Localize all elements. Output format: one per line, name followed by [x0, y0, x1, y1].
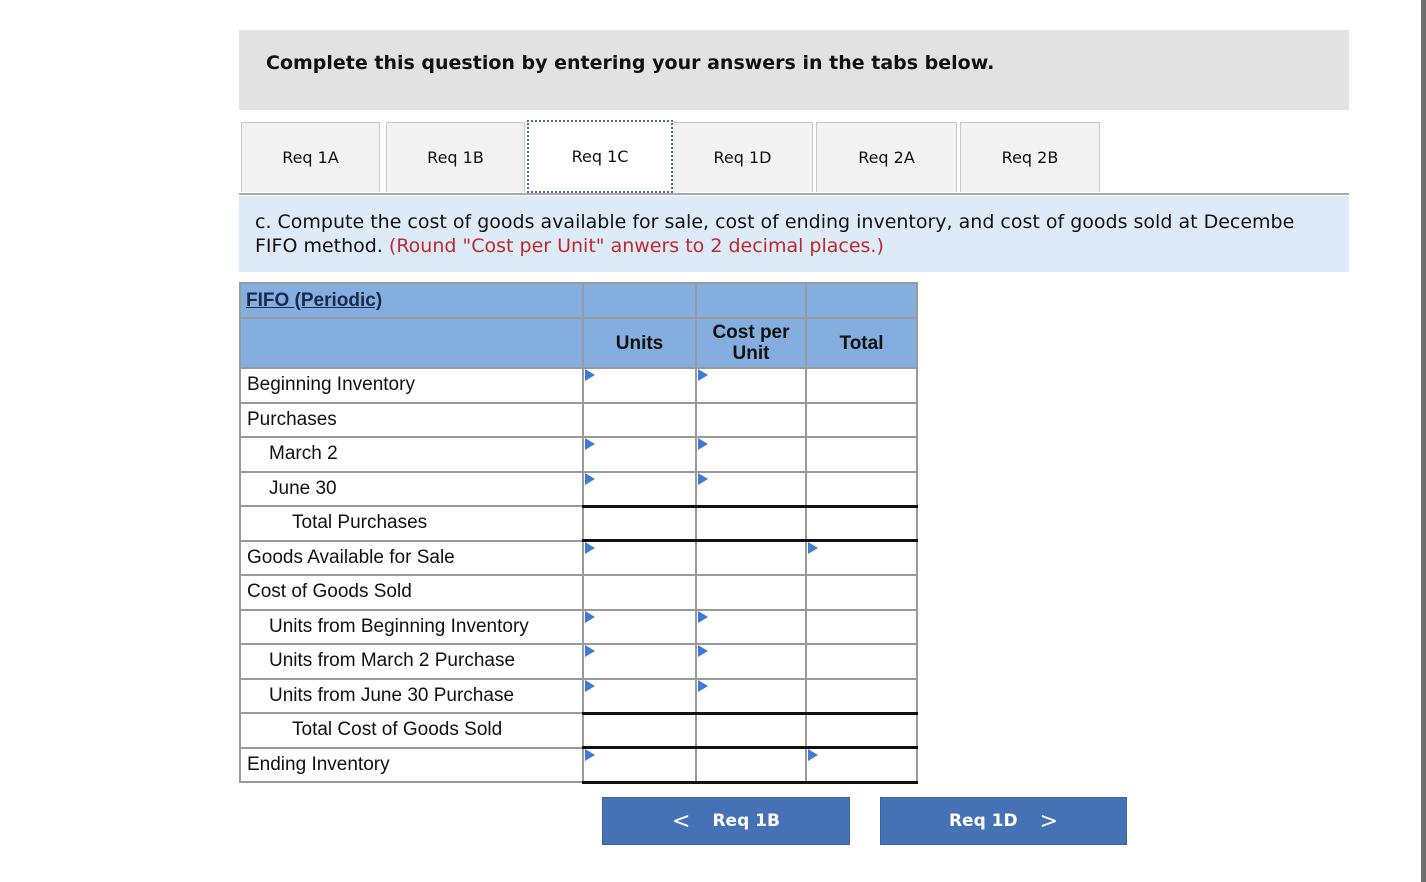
table-row [240, 713, 917, 748]
table-row [240, 748, 917, 783]
table-row [240, 541, 917, 576]
col-header-units: Units [583, 318, 696, 368]
units-input[interactable] [583, 610, 696, 645]
rounding-note: (Round "Cost per Unit" anwers to 2 decimal places.) [388, 235, 884, 257]
next-req-button[interactable] [880, 797, 1127, 845]
dropdown-arrow-icon [698, 438, 708, 450]
row-label: Units from Beginning Inventory [240, 610, 583, 645]
total-input[interactable] [806, 541, 917, 576]
units-input[interactable] [583, 679, 696, 714]
total-input[interactable] [806, 610, 917, 645]
table-row [240, 506, 917, 541]
col-header-total: Total [806, 318, 917, 368]
dropdown-arrow-icon [585, 542, 595, 554]
units-input[interactable] [583, 368, 696, 403]
instruction-line-2: FIFO method. [255, 235, 389, 257]
instruction-line-1: c. Compute the cost of goods available for sale, cost of ending inventory, and cost of goods sold at Decembe [255, 211, 1295, 233]
units-input[interactable] [583, 644, 696, 679]
tab-req-1b[interactable]: Req 1B [386, 122, 525, 192]
dropdown-arrow-icon [698, 680, 708, 692]
requirement-instruction [239, 196, 1349, 272]
dropdown-arrow-icon [698, 645, 708, 657]
scrollbar[interactable] [1421, 0, 1426, 882]
cost-per-unit-input[interactable] [696, 437, 806, 472]
cost-per-unit-input[interactable] [696, 575, 806, 610]
row-label: Ending Inventory [240, 748, 583, 783]
table-title: FIFO (Periodic) [240, 283, 583, 318]
row-label: Total Cost of Goods Sold [240, 713, 583, 748]
dropdown-arrow-icon [585, 680, 595, 692]
dropdown-arrow-icon [585, 645, 595, 657]
total-input[interactable] [806, 403, 917, 438]
total-input[interactable] [806, 368, 917, 403]
tab-req-2a[interactable]: Req 2A [816, 122, 957, 192]
dropdown-arrow-icon [698, 369, 708, 381]
total-input[interactable] [806, 437, 917, 472]
total-input[interactable] [806, 679, 917, 714]
tab-req-1d[interactable]: Req 1D [672, 122, 813, 192]
row-label: Units from June 30 Purchase [240, 679, 583, 714]
row-label: Purchases [240, 403, 583, 438]
dropdown-arrow-icon [698, 473, 708, 485]
fifo-table [239, 282, 918, 784]
units-input[interactable] [583, 713, 696, 748]
cost-per-unit-input[interactable] [696, 472, 806, 507]
cost-per-unit-input[interactable] [696, 748, 806, 783]
units-input[interactable] [583, 748, 696, 783]
row-label: Beginning Inventory [240, 368, 583, 403]
row-label: Goods Available for Sale [240, 541, 583, 576]
header-text: Complete this question by entering your answers in the tabs below. [266, 52, 995, 74]
cost-per-unit-input[interactable] [696, 644, 806, 679]
row-label: Total Purchases [240, 506, 583, 541]
row-label: June 30 [240, 472, 583, 507]
chevron-right-icon: > [1039, 808, 1059, 834]
total-input[interactable] [806, 506, 917, 541]
table-row [240, 610, 917, 645]
dropdown-arrow-icon [585, 749, 595, 761]
col-header-cost-per-unit: Cost per Unit [696, 318, 806, 368]
table-row [240, 679, 917, 714]
dropdown-arrow-icon [808, 749, 818, 761]
tab-bar [241, 122, 1349, 194]
cost-per-unit-input[interactable] [696, 610, 806, 645]
dropdown-arrow-icon [585, 438, 595, 450]
units-input[interactable] [583, 575, 696, 610]
total-input[interactable] [806, 575, 917, 610]
table-row [240, 644, 917, 679]
cost-per-unit-input[interactable] [696, 679, 806, 714]
chevron-left-icon: < [672, 808, 691, 834]
dropdown-arrow-icon [585, 473, 595, 485]
prev-req-button[interactable] [602, 797, 850, 845]
units-input[interactable] [583, 437, 696, 472]
total-input[interactable] [806, 472, 917, 507]
tab-req-2b[interactable]: Req 2B [960, 122, 1100, 192]
cost-per-unit-input[interactable] [696, 506, 806, 541]
row-label: March 2 [240, 437, 583, 472]
prev-req-label: Req 1B [712, 811, 780, 831]
tab-req-1c[interactable]: Req 1C [527, 120, 673, 193]
table-row [240, 575, 917, 610]
units-input[interactable] [583, 403, 696, 438]
units-input[interactable] [583, 506, 696, 541]
dropdown-arrow-icon [808, 542, 818, 554]
row-label: Units from March 2 Purchase [240, 644, 583, 679]
cost-per-unit-input[interactable] [696, 713, 806, 748]
units-input[interactable] [583, 472, 696, 507]
cost-per-unit-input[interactable] [696, 541, 806, 576]
dropdown-arrow-icon [585, 369, 595, 381]
dropdown-arrow-icon [585, 611, 595, 623]
table-row [240, 437, 917, 472]
next-req-label: Req 1D [948, 811, 1018, 831]
tab-divider [239, 193, 1349, 195]
table-row [240, 472, 917, 507]
table-row [240, 368, 917, 403]
units-input[interactable] [583, 541, 696, 576]
dropdown-arrow-icon [698, 611, 708, 623]
cost-per-unit-input[interactable] [696, 403, 806, 438]
instructions-header [239, 30, 1349, 110]
total-input[interactable] [806, 644, 917, 679]
total-input[interactable] [806, 748, 917, 783]
tab-req-1a[interactable]: Req 1A [241, 122, 380, 192]
cost-per-unit-input[interactable] [696, 368, 806, 403]
total-input[interactable] [806, 713, 917, 748]
table-row [240, 403, 917, 438]
row-label: Cost of Goods Sold [240, 575, 583, 610]
